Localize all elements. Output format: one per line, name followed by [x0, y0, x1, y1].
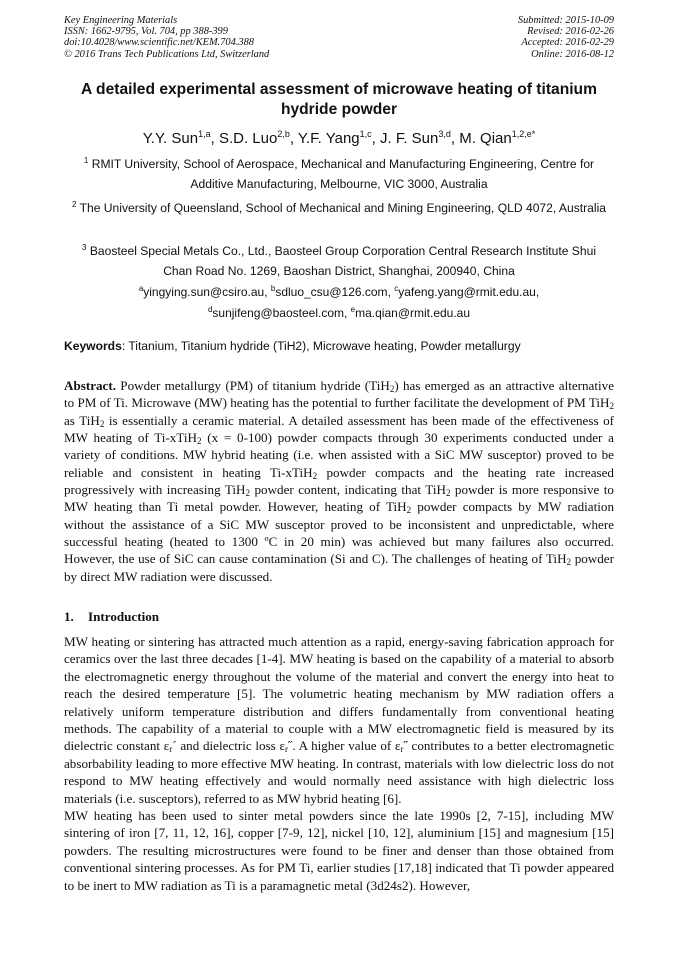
email-link[interactable]: yafeng.yang@rmit.edu.au — [398, 285, 536, 299]
journal-issn: ISSN: 1662-9795, Vol. 704, pp 388-399 — [64, 26, 228, 38]
journal-copyright: © 2016 Trans Tech Publications Ltd, Switzerland — [64, 48, 270, 60]
keywords-label: Keywords — [64, 339, 122, 353]
section-title: Introduction — [88, 609, 160, 624]
date-online: Online: 2016-08-12 — [531, 48, 614, 60]
date-revised: Revised: 2016-02-26 — [527, 26, 614, 38]
journal-name: Key Engineering Materials — [64, 15, 178, 26]
author-affiliation-mark: 3,d — [438, 129, 451, 139]
affiliation-2 — [70, 195, 608, 219]
affiliation-number: 3 — [81, 243, 87, 252]
abstract-text: powder by direct MW radiation were discussed. — [64, 551, 614, 584]
email-link[interactable]: sdluo_csu@126.com — [275, 285, 388, 299]
email-mark: c — [394, 284, 399, 293]
author-name: Y.Y. Sun — [142, 130, 199, 147]
author-affiliation-mark: 1,c — [359, 129, 372, 139]
abstract-text: powder is more responsive to MW heating than Ti metal powder. However, heating of TiH — [64, 482, 614, 515]
abstract-text: powder content, indicating that TiH — [250, 482, 446, 498]
subscript: 2 — [609, 401, 614, 412]
intro-text: ˝ contributes to a better electromagnetic absorbability leading to more effective MW heating. In contrast, materials with low dielectric loss do not respond to MW heating effectively and would normally need assistance with high dielectric loss materials (i.e. susceptors), referred to as MW hybrid heating [6]. — [64, 738, 614, 806]
intro-text: ´ and dielectric loss ε — [172, 738, 285, 754]
subscript: 2 — [196, 436, 202, 447]
affiliation-number: 2 — [72, 200, 77, 209]
keywords-text: : Titanium, Titanium hydride (TiH2), Microwave heating, Powder metallurgy — [121, 339, 521, 353]
email-mark: d — [207, 305, 213, 314]
author-affiliation-mark: 1,a — [198, 129, 211, 139]
journal-info — [64, 15, 269, 60]
email-link[interactable]: ma.qian@rmit.edu.au — [355, 306, 471, 320]
subscript: 2 — [245, 488, 250, 499]
intro-text: MW heating or sintering has attracted much attention as a rapid, energy-saving fabrication approach for ceramics over the last three decades [1-4]. MW heating is based on the capability of a material to absorb the electromagnetic energy throughout the volume of the material and convert the energy into heat to reach the desired temperature [5]. The volumetric heating mechanism by MW radiation offers a relatively uniform temperature distribution and differs fundamentally from conventional heating methods. The capability of a material to couple with a MW electromagnetic field is measured by its dielectric constant ε — [64, 634, 614, 754]
subscript: 2 — [566, 557, 572, 568]
affiliation-text: The University of Queensland, School of Mechanical and Mining Engineering, QLD 4072, Australia — [79, 201, 606, 215]
author-emails: $^a$yingying.sun@csiro.au, $^b$sdluo_csu@126.com, $^c$yafeng.yang@rmit.edu.au, $^d$sunjifeng@baosteel.com, $^e$ma.qian@rmit.edu.au — [138, 284, 540, 320]
email-link[interactable]: sunjifeng@baosteel.com — [212, 306, 344, 320]
email-mark: b — [270, 284, 276, 293]
subscript: r — [285, 744, 288, 755]
email-link[interactable]: yingying.sun@csiro.au — [143, 285, 265, 299]
journal-doi: doi:10.4028/www.scientific.net/KEM.704.388 — [64, 37, 254, 49]
author-name: J. F. Sun — [380, 130, 439, 147]
section-heading — [64, 609, 159, 625]
abstract-text: Powder metallurgy (PM) of titanium hydride (TiH — [116, 378, 390, 393]
abstract-paragraph — [64, 377, 614, 585]
subscript: 2 — [445, 488, 451, 499]
email-mark: e — [350, 305, 356, 314]
subscript: 2 — [312, 470, 318, 481]
abstract-text: powder compacts and the heating rate increased progressively with increasing TiH — [64, 464, 614, 498]
affiliation-text: RMIT University, School of Aerospace, Mechanical and Manufacturing Engineering, Centre for Additive Manufacturing, Melbourne, VIC 3000, Australia — [91, 157, 595, 191]
author-affiliation-mark: 1,2,e* — [511, 129, 536, 139]
abstract-text: powder compacts by MW radiation without the assistance of a SiC MW susceptor proved to be inconsistent and unpredictable, where successful heating (heated to 1300 ºC in 20 min) was achieved but many failures also occurred. However, the use of SiC can cause contamination (Si and C). The challenges of heating of TiH — [64, 499, 614, 567]
abstract-label: Abstract. — [64, 378, 116, 393]
affiliation-3 — [70, 238, 608, 281]
author-name: Y.F. Yang — [297, 130, 360, 147]
author-list: Y.Y. Sun$^{1,a}$, S.D. Luo$^{2,b}$, Y.F. Yang$^{1,c}$, J. F. Sun$^{3,d}$, M. Qian$^{1,2,e*}$ — [142, 129, 536, 147]
date-submitted: Submitted: 2015-10-09 — [517, 15, 614, 26]
introduction-body — [64, 633, 614, 894]
subscript: 2 — [99, 418, 105, 429]
author-name: S.D. Luo — [218, 130, 278, 147]
affiliation-1 — [70, 151, 608, 194]
intro-text: ˝. A higher value of ε — [288, 738, 401, 754]
email-mark: a — [138, 284, 144, 293]
subscript: r — [400, 744, 404, 755]
paper-title: A detailed experimental assessment of microwave heating of titanium hydride powder — [81, 81, 597, 118]
author-name: M. Qian — [459, 130, 512, 147]
author-affiliation-mark: 2,b — [277, 129, 290, 139]
date-accepted: Accepted: 2016-02-29 — [521, 37, 614, 49]
intro-paragraph-2: MW heating has been used to sinter metal powders since the late 1990s [2, 7-15], including MW sintering of iron [7, 11, 12, 16], copper [7-9, 12], nickel [10, 12], aluminium [15] and magnesium [15] powders. The resulting microstructures were found to be finer and denser than those obtained from conventional sintering processes. As for PM Ti, earlier studies [17,18] indicated that Ti powder appeared to be inert to MW radiation as Ti is a paramagnetic metal (3d24s2). However, — [64, 808, 614, 893]
affiliation-text: Baosteel Special Metals Co., Ltd., Baosteel Group Corporation Central Research Institute Shui Chan Road No. 1269, Baoshan District, Shanghai, 200940, China — [89, 244, 597, 278]
subscript: 2 — [389, 384, 395, 394]
publication-dates — [518, 15, 614, 60]
section-number: 1. — [64, 609, 74, 624]
affiliation-number: 1 — [83, 156, 89, 165]
abstract-text: is essentially a ceramic material. A detailed assessment has been made of the effectiveness of MW heating of Ti-xTiH — [64, 412, 615, 446]
subscript: 2 — [406, 505, 412, 516]
intro-paragraph-1 — [64, 633, 614, 807]
subscript: r — [169, 744, 173, 755]
keywords-line — [64, 338, 614, 354]
abstract-text: (x = 0-100) powder compacts through 30 experiments conducted under a variety of conditions. MW hybrid heating (i.e. when assisted with a SiC MW susceptor) proved to be reliable and consistent in heating Ti-xTiH — [64, 430, 614, 480]
abstract-text: as TiH — [64, 412, 100, 428]
abstract-text: ) has emerged as an attractive alternative to PM of Ti. Microwave (MW) heating has the potential to further facilitate the development of PM TiH — [64, 378, 615, 411]
